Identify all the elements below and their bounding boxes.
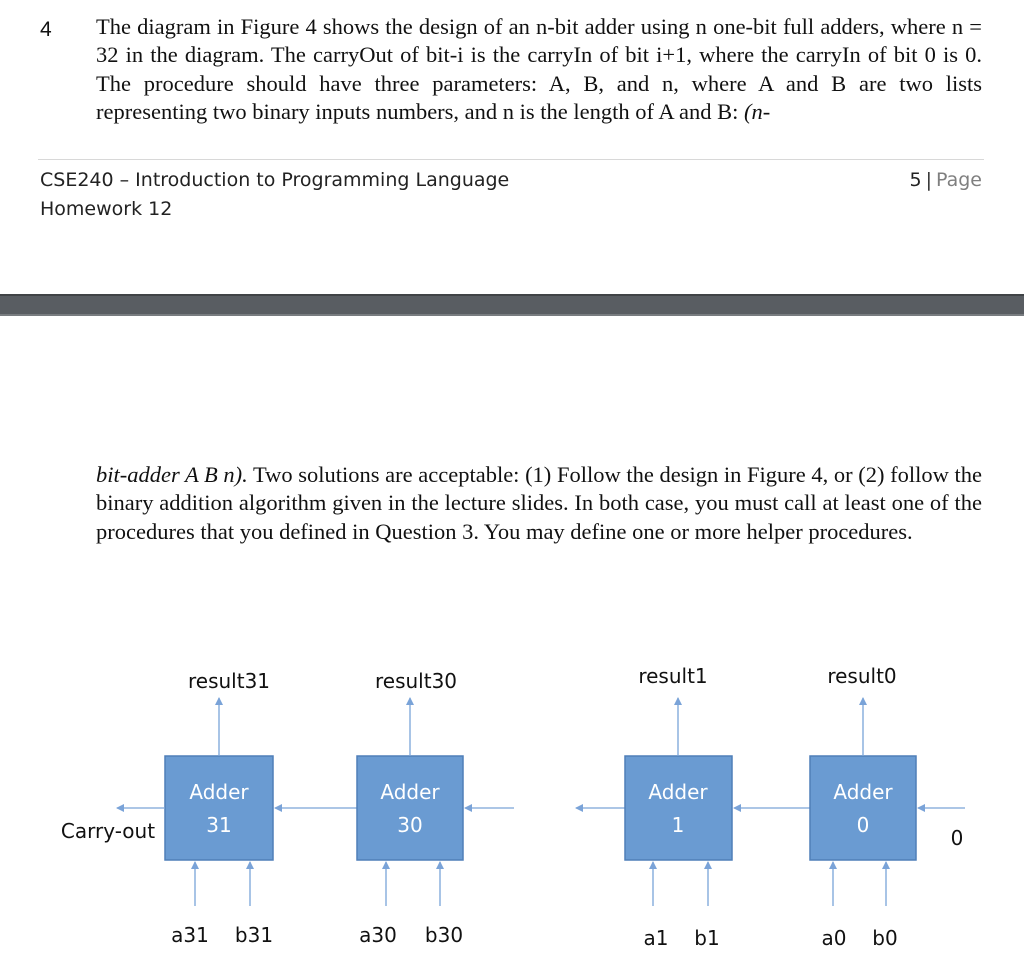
adder-31: [61, 669, 273, 947]
carry-out-label: Carry-out: [60, 819, 156, 843]
page-word: Page: [936, 169, 982, 191]
a0-label: a0: [821, 926, 847, 950]
adder-1-name: Adder: [648, 780, 708, 804]
page-number: [910, 166, 983, 195]
result31-label: result31: [187, 669, 271, 693]
b31-label: b31: [234, 923, 274, 947]
question-number: 4: [40, 18, 52, 41]
adder-30: [357, 669, 463, 947]
homework-title: Homework 12: [40, 198, 173, 220]
footer-divider: [38, 159, 984, 160]
adder-0-box: [810, 756, 916, 860]
carry-in-label: 0: [950, 826, 964, 850]
b0-label: b0: [872, 926, 898, 950]
adder-1-box: [625, 756, 732, 860]
course-title: CSE240 – Introduction to Programming Language: [40, 169, 510, 191]
adder-0: [810, 664, 916, 950]
adder-1-index: 1: [671, 813, 685, 837]
a1-label: a1: [643, 926, 669, 950]
page-break-band-top: [0, 294, 1024, 296]
adder-1: [625, 664, 732, 950]
result0-label: result0: [827, 664, 897, 688]
b30-label: b30: [424, 923, 464, 947]
adder-30-index: 30: [397, 813, 423, 837]
a30-label: a30: [359, 923, 397, 947]
page-footer: [40, 166, 509, 224]
adder-0-name: Adder: [833, 780, 893, 804]
adder-31-index: 31: [206, 813, 232, 837]
page-break-band-bottom: [0, 314, 1024, 316]
result1-label: result1: [638, 664, 708, 688]
question-continuation: [96, 461, 982, 546]
adder-30-name: Adder: [380, 780, 440, 804]
question-text: [96, 13, 982, 126]
adder-31-box: [165, 756, 273, 860]
adder-30-box: [357, 756, 463, 860]
question-continuation-text: Two solutions are acceptable: (1) Follow the design in Figure 4, or (2) follow the binary addition algorithm given in the lecture slides. In both case, you must call at least one of the procedures that you defined in Question 3. You may define one or more helper procedures.: [96, 462, 983, 544]
adder-diagram: [0, 640, 1024, 973]
procedure-signature-end: bit-adder A B n).: [96, 462, 248, 487]
page-number-separator: |: [925, 169, 932, 191]
adder-31-name: Adder: [189, 780, 249, 804]
page-break-band: [0, 294, 1024, 316]
adder-0-index: 0: [856, 813, 870, 837]
procedure-signature-start: (n-: [744, 98, 771, 124]
b1-label: b1: [694, 926, 720, 950]
result30-label: result30: [374, 669, 458, 693]
page-number-value: 5: [909, 169, 922, 191]
a31-label: a31: [171, 923, 209, 947]
question-body: The diagram in Figure 4 shows the design of an n-bit adder using n one-bit full adders, where n = 32 in the diagram. The carryOut of bit-i is the carryIn of bit i+1, where the carryIn of bit 0 is 0. The procedure should have three parameters: A, B, and n, where A and B are two lists representing two binary inputs numbers, and n is the length of A and B:: [96, 14, 982, 124]
